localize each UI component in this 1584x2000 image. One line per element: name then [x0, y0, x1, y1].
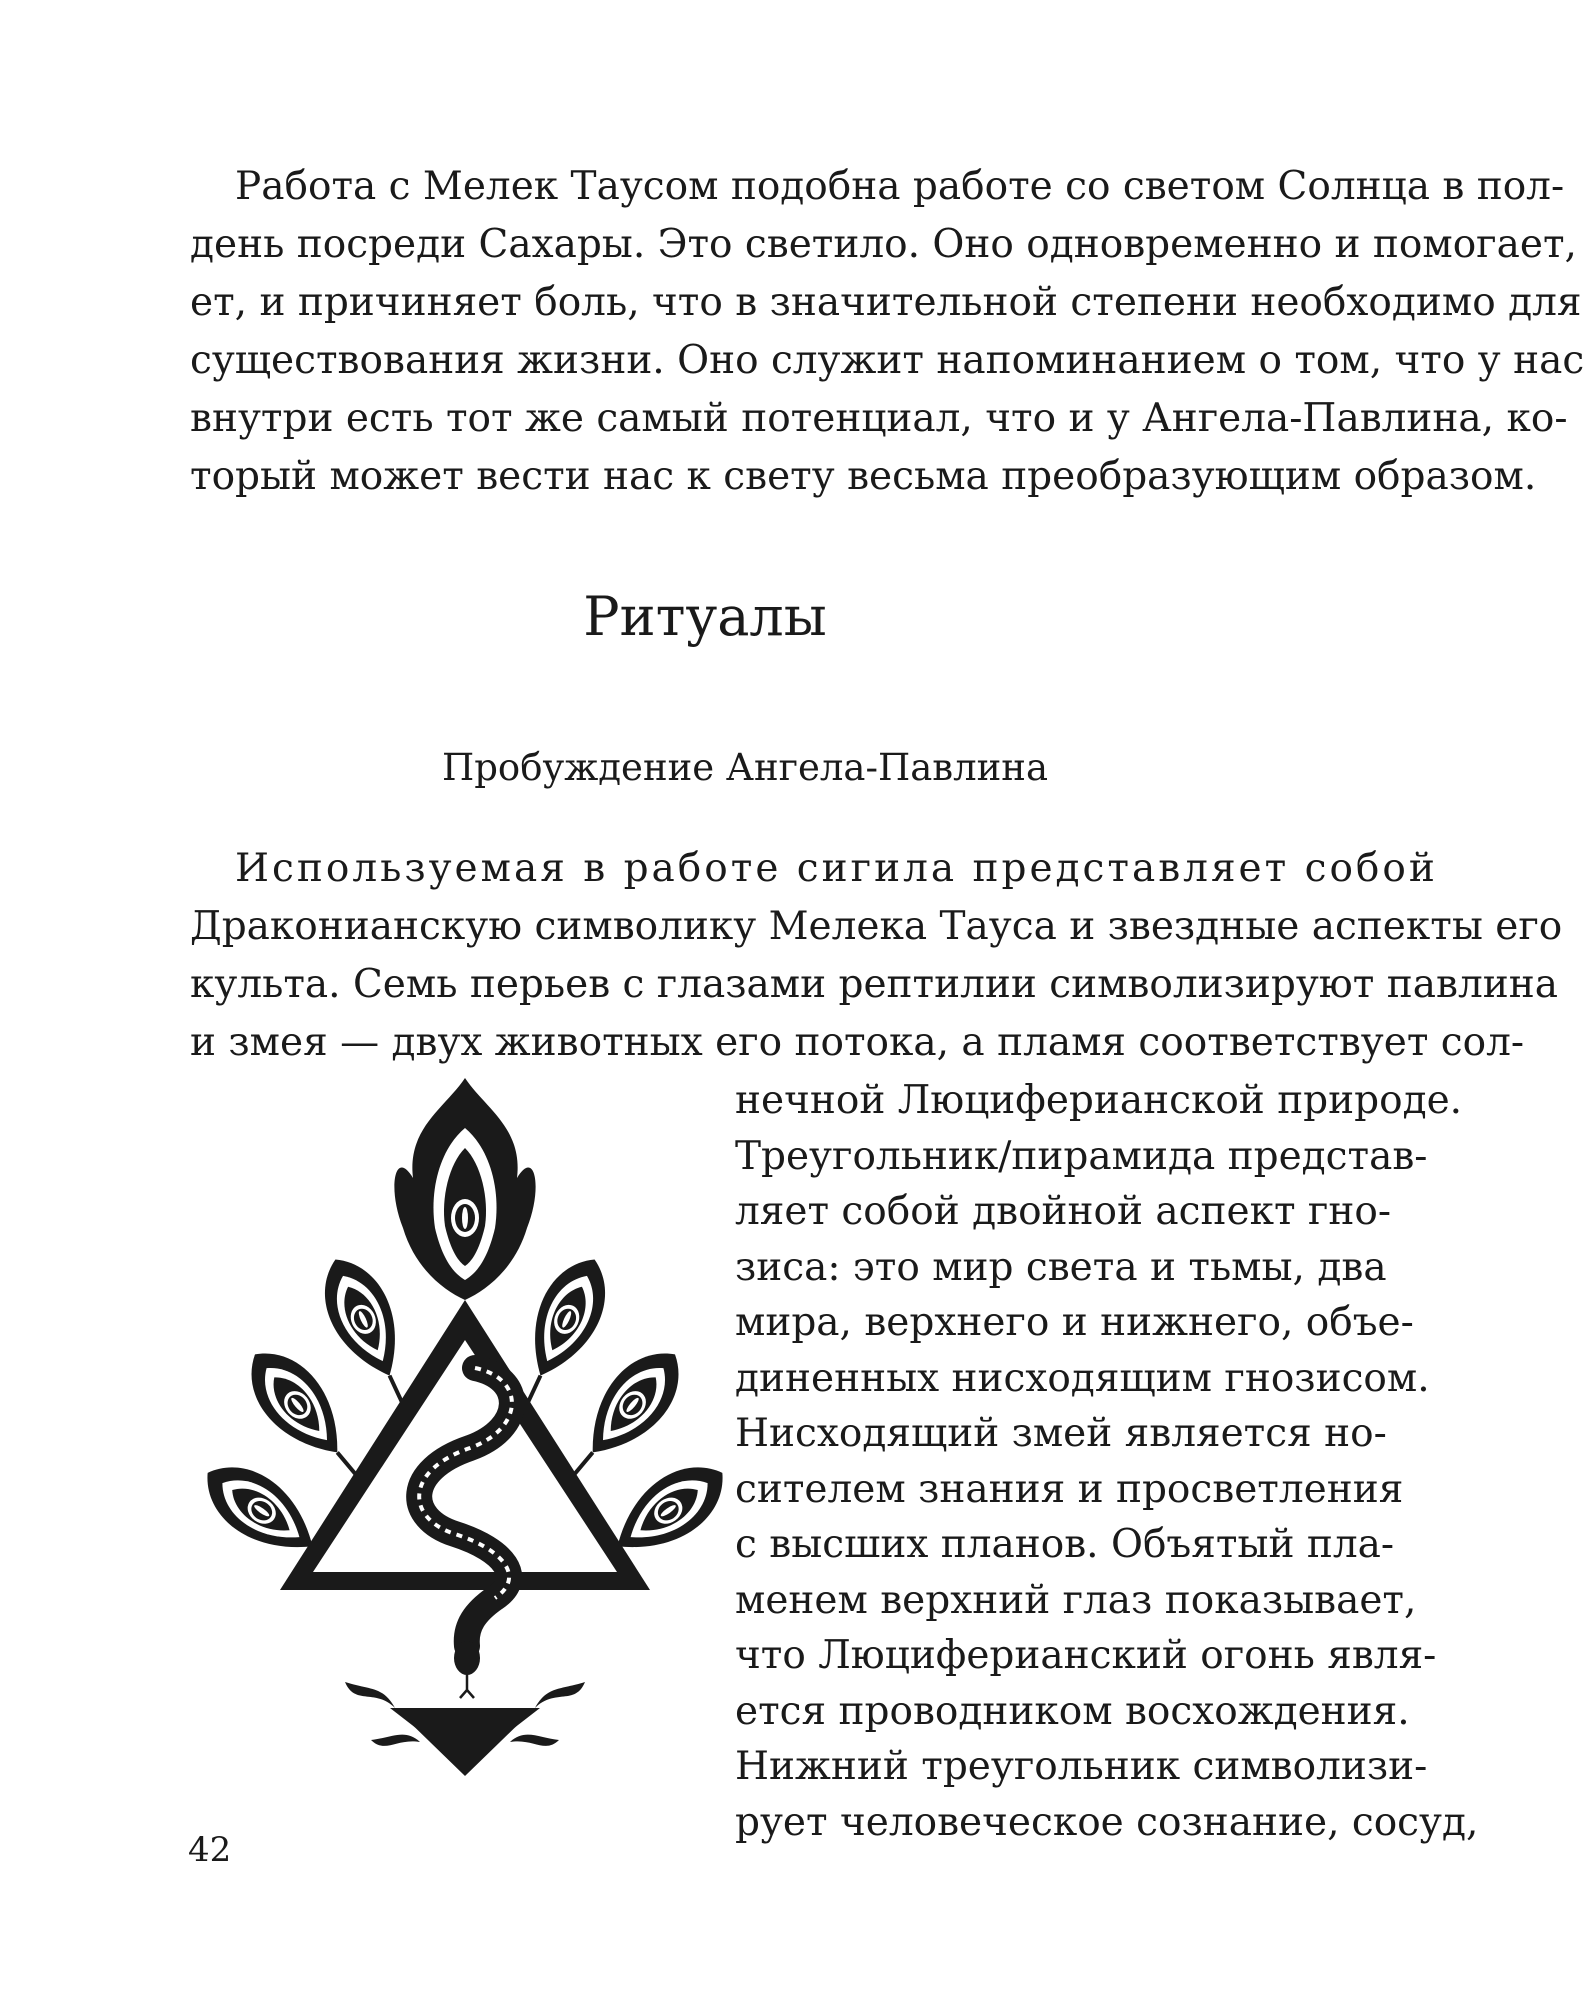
intro-line: день посреди Сахары. Это светило. Оно одновременно и помогает, — [190, 222, 1577, 267]
ritual-line: Драконианскую символику Мелека Тауса и звездные аспекты его — [190, 904, 1563, 949]
ritual-wrapped-line: сителем знания и просветления — [735, 1466, 1404, 1512]
intro-line: Работа с Мелек Таусом подобна работе со светом Солнца в пол- — [235, 164, 1565, 209]
ritual-wrapped-line: Треугольник/пирамида представ- — [735, 1133, 1428, 1179]
intro-line: существования жизни. Оно служит напоминанием о том, что у нас — [190, 338, 1584, 383]
ritual-wrapped-line: нечной Люциферианской природе. — [735, 1078, 1463, 1123]
ritual-line: культа. Семь перьев с глазами рептилии символизируют павлина — [190, 962, 1558, 1007]
ritual-wrapped-line: рует человеческое сознание, сосуд, — [735, 1799, 1479, 1845]
ritual-line: и змея — двух животных его потока, а пламя соответствует сол- — [190, 1020, 1525, 1065]
section-title: Ритуалы — [583, 585, 827, 648]
peacock-angel-sigil-icon — [205, 1078, 725, 1778]
ritual-wrapped-line: Нисходящий змей является но- — [735, 1411, 1387, 1456]
intro-line: ет, и причиняет боль, что в значительной степени необходимо для — [190, 280, 1582, 325]
ritual-title: Пробуждение Ангела-Павлина — [441, 746, 1049, 789]
ritual-line: Используемая в работе сигила представляет собой — [235, 846, 1438, 891]
ritual-wrapped-line: зиса: это мир света и тьмы, два — [735, 1244, 1387, 1290]
ritual-wrapped-line: ется проводником восхождения. — [735, 1688, 1410, 1734]
ritual-wrapped-line: диненных нисходящим гнозисом. — [735, 1355, 1430, 1401]
intro-line: внутри есть тот же самый потенциал, что и у Ангела-Павлина, ко- — [190, 396, 1568, 441]
ritual-wrapped-line: менем верхний глаз показывает, — [735, 1577, 1417, 1623]
ritual-wrapped-line: ляет собой двойной аспект гно- — [735, 1189, 1392, 1234]
ritual-wrapped-line: мира, верхнего и нижнего, объе- — [735, 1300, 1414, 1345]
intro-line: торый может вести нас к свету весьма преобразующим образом. — [190, 454, 1537, 499]
page-number: 42 — [188, 1830, 232, 1870]
ritual-wrapped-line: Нижний треугольник символизи- — [735, 1744, 1428, 1789]
ritual-wrapped-line: с высших планов. Объятый пла- — [735, 1522, 1395, 1567]
ritual-wrapped-line: что Люциферианский огонь явля- — [735, 1633, 1437, 1678]
